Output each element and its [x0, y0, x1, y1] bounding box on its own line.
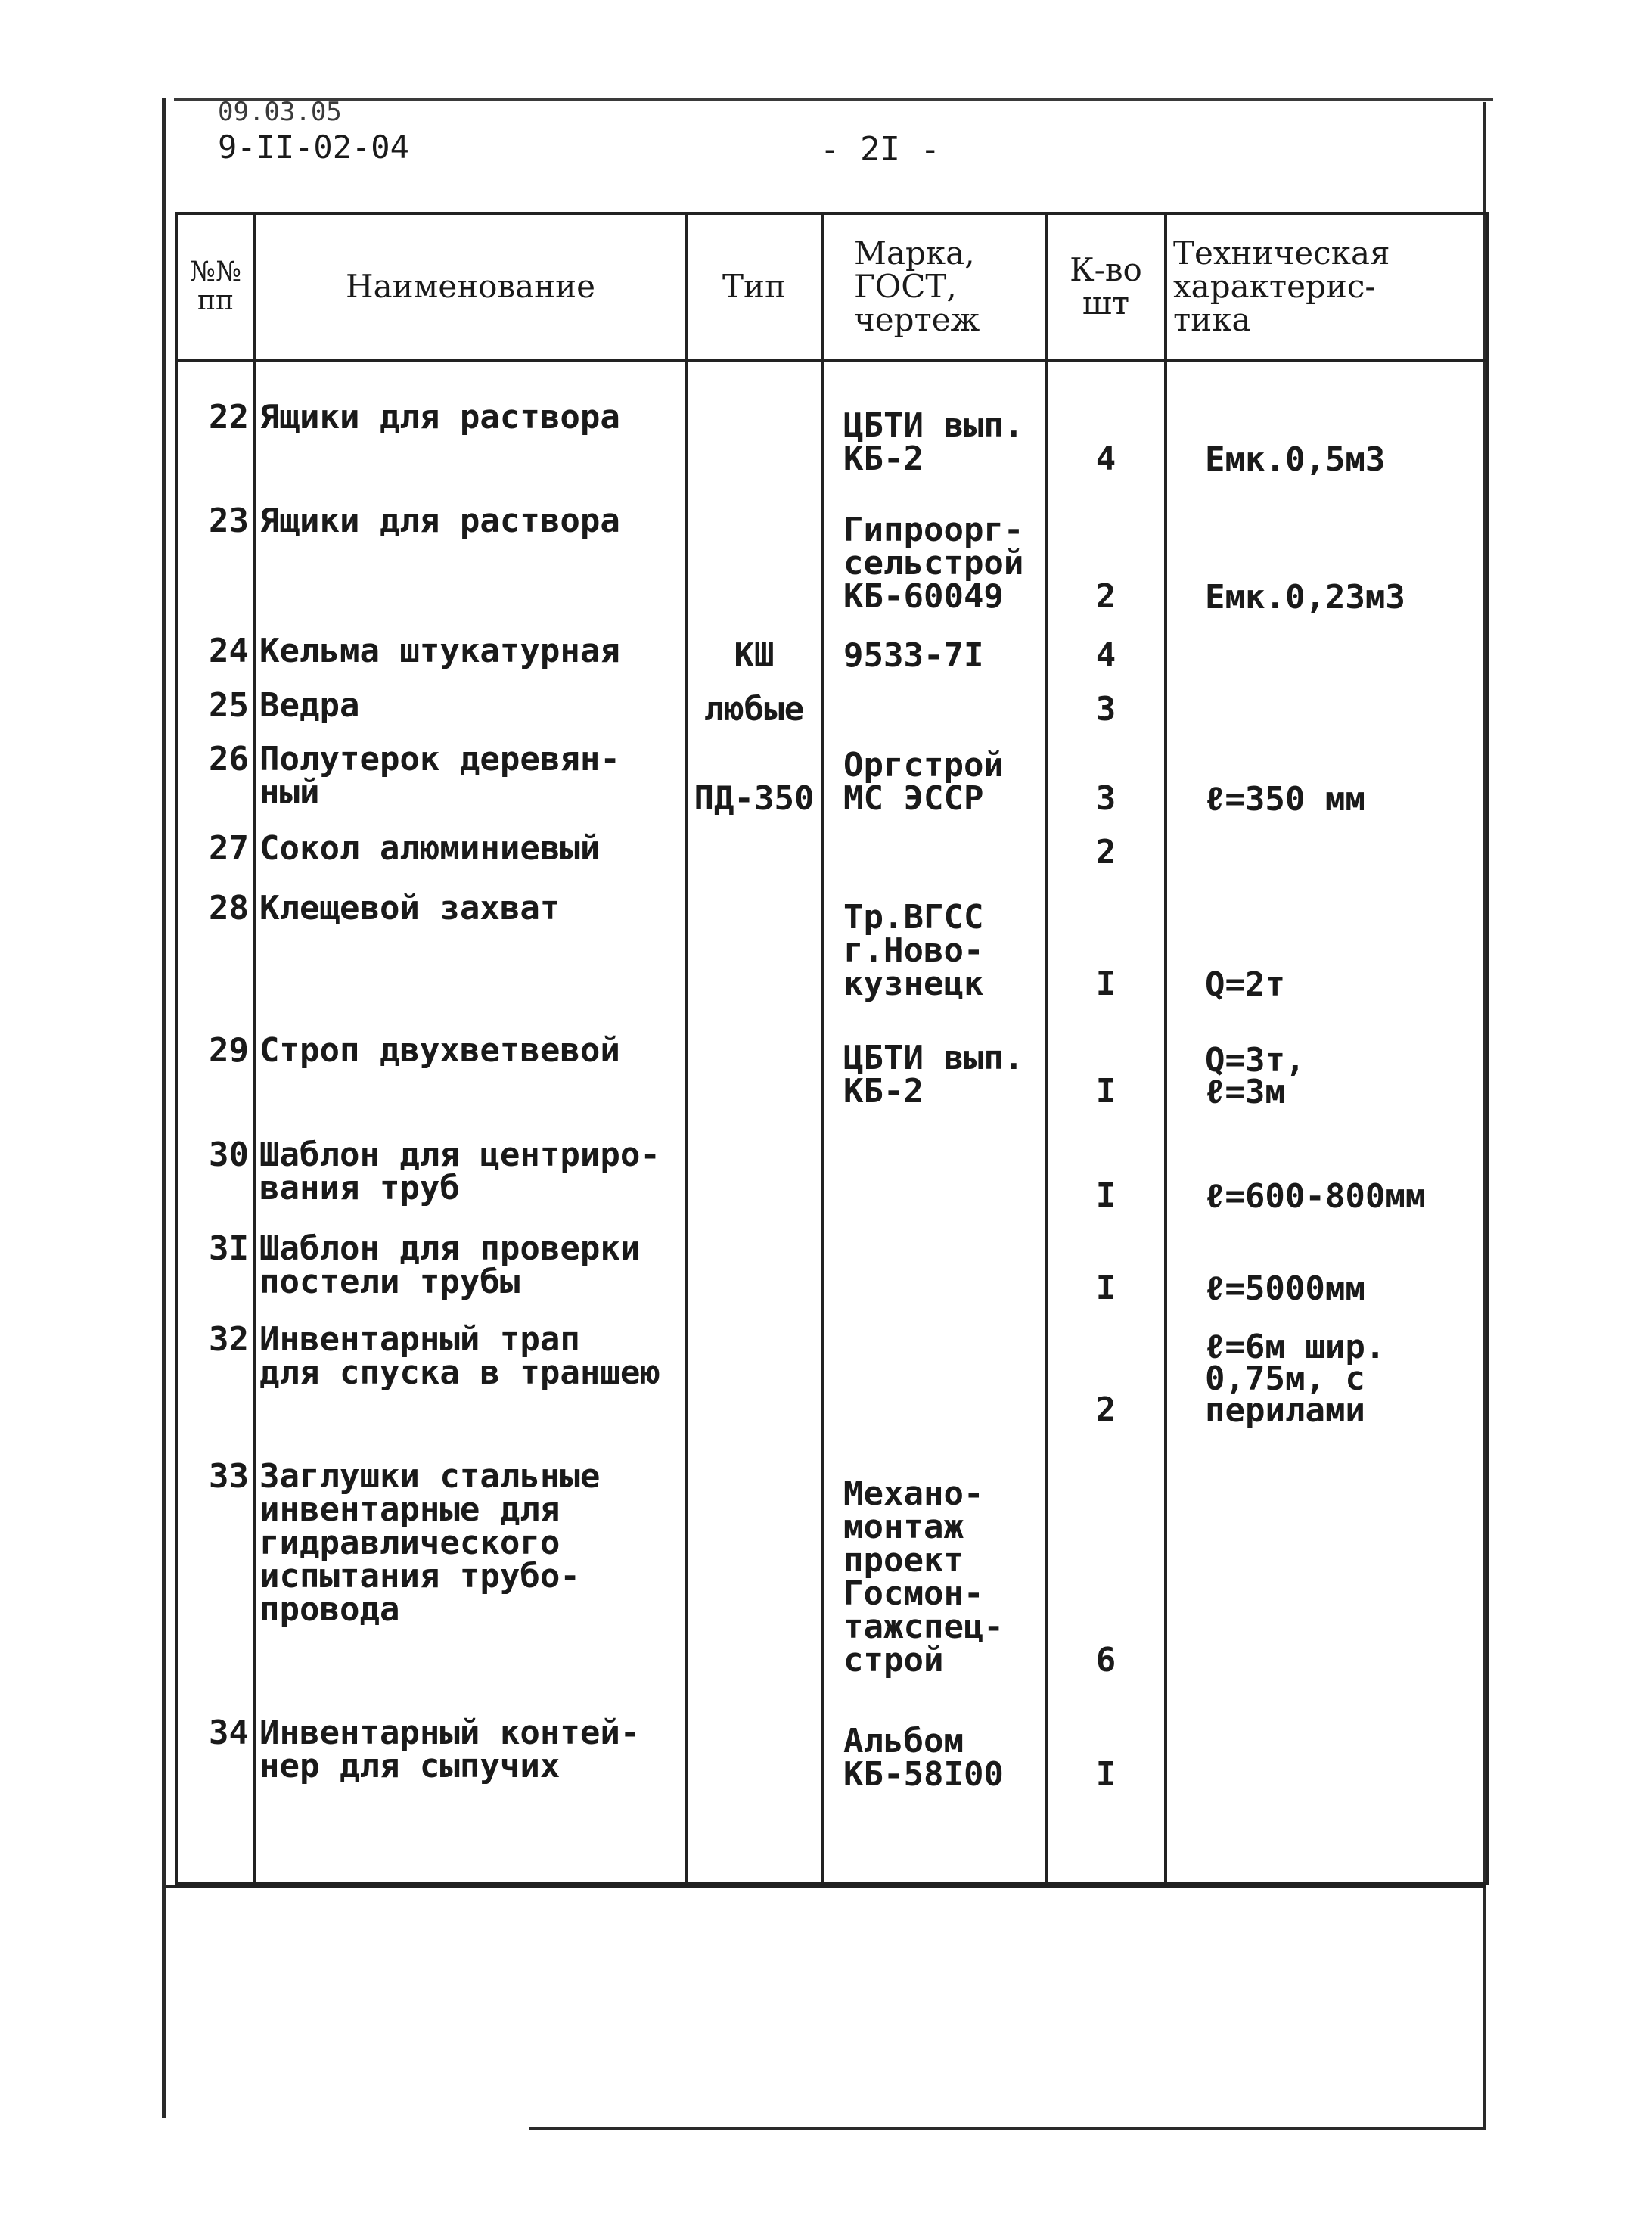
cell-mark: ЦБТИ вып. КБ-2: [822, 360, 1046, 476]
cell-type: любые: [686, 673, 822, 726]
cell-tech: [1166, 673, 1487, 726]
cell-mark: Механо- монтаж проект Госмон- тажспец- строй: [822, 1427, 1046, 1677]
column-header-tech: Техническая характерис- тика: [1166, 213, 1487, 360]
table-row: [176, 360, 1487, 476]
cell-type: [686, 816, 822, 869]
doc-code-date: 09.03.05: [218, 97, 342, 127]
filler-cell: [255, 1791, 686, 1884]
cell-mark: [822, 1108, 1046, 1213]
cell-qty: I: [1046, 1108, 1166, 1213]
cell-name: Инвентарный контей- нер для сыпучих: [255, 1677, 686, 1791]
cell-mark: Гипроорг- сельстрой КБ-60049: [822, 476, 1046, 614]
column-header-mark: Марка, ГОСТ, чертеж: [822, 213, 1046, 360]
cell-tech: ℓ=350 мм: [1166, 726, 1487, 816]
table-row: [176, 869, 1487, 1001]
cell-qty: I: [1046, 1001, 1166, 1108]
cell-qty: 2: [1046, 816, 1166, 869]
cell-num: 25: [176, 673, 255, 726]
cell-mark: [822, 1305, 1046, 1427]
cell-num: 29: [176, 1001, 255, 1108]
cell-type: КШ: [686, 614, 822, 672]
cell-name: Ведра: [255, 673, 686, 726]
cell-mark: Оргстрой МС ЭССР: [822, 726, 1046, 816]
table-row: [176, 1108, 1487, 1213]
column-header-num: №№ пп: [176, 213, 255, 360]
cell-name: Шаблон для центриро- вания труб: [255, 1108, 686, 1213]
cell-tech: [1166, 816, 1487, 869]
cell-mark: ЦБТИ вып. КБ-2: [822, 1001, 1046, 1108]
cell-name: Инвентарный трап для спуска в траншею: [255, 1305, 686, 1427]
cell-tech: [1166, 1427, 1487, 1677]
page-number: - 2I -: [820, 130, 940, 169]
cell-qty: 2: [1046, 1305, 1166, 1427]
table-header-row: [176, 213, 1487, 360]
cell-num: 24: [176, 614, 255, 672]
cell-qty: 3: [1046, 673, 1166, 726]
cell-qty: 4: [1046, 614, 1166, 672]
cell-type: [686, 1427, 822, 1677]
cell-name: Строп двухветвевой: [255, 1001, 686, 1108]
cell-name: Заглушки стальные инвентарные для гидравлического испытания трубо- провода: [255, 1427, 686, 1677]
cell-num: 34: [176, 1677, 255, 1791]
frame-left-border: [162, 98, 166, 2118]
cell-qty: I: [1046, 1677, 1166, 1791]
frame-bottom-border: [529, 2127, 1484, 2130]
cell-name: Сокол алюминиевый: [255, 816, 686, 869]
column-header-name: Наименование: [255, 213, 686, 360]
table-row: [176, 1001, 1487, 1108]
filler-cell: [1166, 1791, 1487, 1884]
column-header-type: Тип: [686, 213, 822, 360]
cell-type: [686, 476, 822, 614]
cell-type: [686, 360, 822, 476]
filler-cell: [176, 1791, 255, 1884]
cell-tech: Q=3т, ℓ=3м: [1166, 1001, 1487, 1108]
cell-type: [686, 1001, 822, 1108]
cell-num: 28: [176, 869, 255, 1001]
cell-mark: Альбом КБ-58I00: [822, 1677, 1046, 1791]
filler-cell: [686, 1791, 822, 1884]
cell-tech: Емк.0,5м3: [1166, 360, 1487, 476]
cell-name: Полутерок деревян- ный: [255, 726, 686, 816]
cell-name: Ящики для раствора: [255, 476, 686, 614]
cell-num: 27: [176, 816, 255, 869]
cell-tech: [1166, 1677, 1487, 1791]
cell-mark: 9533-7I: [822, 614, 1046, 672]
cell-type: [686, 1108, 822, 1213]
cell-type: [686, 1677, 822, 1791]
cell-name: Шаблон для проверки постели трубы: [255, 1213, 686, 1306]
filler-cell: [1046, 1791, 1166, 1884]
table-row: [176, 1213, 1487, 1306]
cell-tech: ℓ=600-800мм: [1166, 1108, 1487, 1213]
cell-num: 23: [176, 476, 255, 614]
frame-top-border: [174, 98, 1493, 101]
table-row: [176, 1427, 1487, 1677]
cell-qty: 4: [1046, 360, 1166, 476]
cell-name: Кельма штукатурная: [255, 614, 686, 672]
cell-tech: ℓ=5000мм: [1166, 1213, 1487, 1306]
table-bottom-line: [166, 1885, 1486, 1888]
cell-mark: Тр.ВГСС г.Ново- кузнецк: [822, 869, 1046, 1001]
cell-num: 26: [176, 726, 255, 816]
doc-code-number: 9-II-02-04: [218, 129, 409, 166]
cell-tech: [1166, 614, 1487, 672]
cell-num: 32: [176, 1305, 255, 1427]
cell-type: ПД-350: [686, 726, 822, 816]
table-row: [176, 726, 1487, 816]
cell-name: Клещевой захват: [255, 869, 686, 1001]
table-row: [176, 476, 1487, 614]
cell-qty: I: [1046, 1213, 1166, 1306]
cell-qty: 2: [1046, 476, 1166, 614]
cell-qty: 3: [1046, 726, 1166, 816]
cell-type: [686, 869, 822, 1001]
cell-num: 3I: [176, 1213, 255, 1306]
cell-tech: Q=2т: [1166, 869, 1487, 1001]
cell-tech: Емк.0,23м3: [1166, 476, 1487, 614]
cell-mark: [822, 1213, 1046, 1306]
filler-cell: [822, 1791, 1046, 1884]
cell-qty: 6: [1046, 1427, 1166, 1677]
table-body: [176, 360, 1487, 1884]
cell-num: 33: [176, 1427, 255, 1677]
cell-qty: I: [1046, 869, 1166, 1001]
column-header-qty: К-во шт: [1046, 213, 1166, 360]
cell-tech: ℓ=6м шир. 0,75м, с перилами: [1166, 1305, 1487, 1427]
table-row: [176, 673, 1487, 726]
table-row: [176, 1305, 1487, 1427]
table-row: [176, 816, 1487, 869]
equipment-table: [175, 212, 1489, 1885]
cell-num: 30: [176, 1108, 255, 1213]
cell-type: [686, 1305, 822, 1427]
cell-type: [686, 1213, 822, 1306]
table-row: [176, 1677, 1487, 1791]
cell-mark: [822, 673, 1046, 726]
cell-name: Ящики для раствора: [255, 360, 686, 476]
cell-num: 22: [176, 360, 255, 476]
cell-mark: [822, 816, 1046, 869]
table-row: [176, 614, 1487, 672]
table-filler-row: [176, 1791, 1487, 1884]
